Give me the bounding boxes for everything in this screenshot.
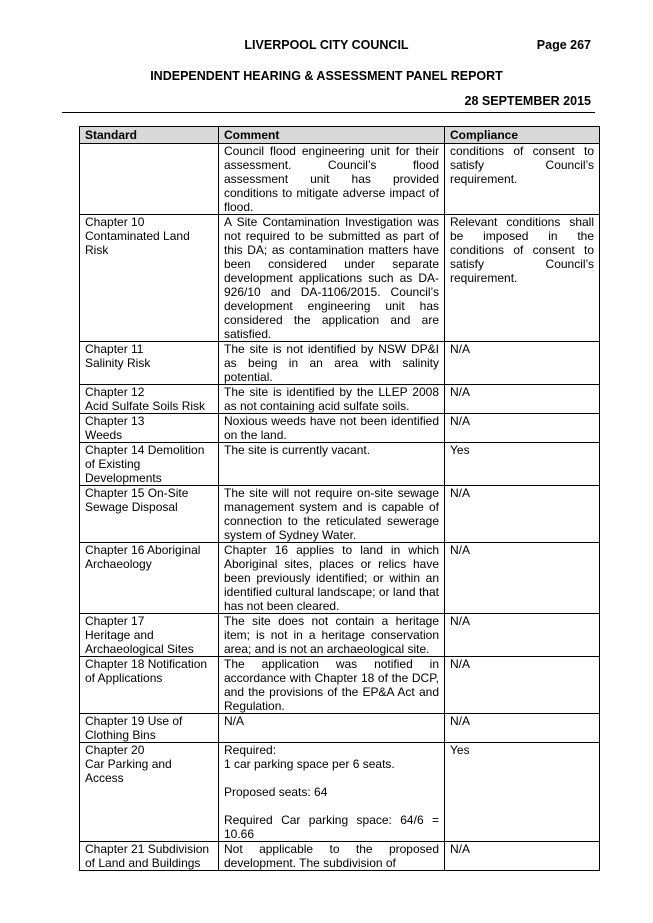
comment-text: N/A: [224, 714, 245, 728]
cell-standard: [80, 486, 219, 543]
table-header-row: [80, 127, 600, 144]
comment-text: The site will not require on-site sewage management system and is capable of connection to the reticulated sewerage system of Sydney Water.: [224, 486, 439, 542]
table-body: [80, 144, 600, 871]
cell-comment: [219, 443, 445, 486]
standard-text: Chapter 17: [85, 614, 145, 628]
comment-text: Chapter 16 applies to land in which Aboriginal sites, places or relics have been previously identified; or within an identified cultural landscape; or land that has not been cleared.: [224, 543, 439, 613]
cell-comment: [219, 614, 445, 657]
standard-text: Chapter 20: [85, 743, 145, 757]
page-number: Page 267: [536, 38, 591, 52]
cell-standard: [80, 714, 219, 743]
cell-comment: [219, 743, 445, 842]
cell-comment: [219, 215, 445, 342]
cell-standard: [80, 342, 219, 385]
cell-comment: [219, 342, 445, 385]
header-rule: [62, 112, 595, 113]
table-row: [80, 614, 600, 657]
compliance-text: N/A: [450, 614, 471, 628]
standard-text: Acid Sulfate Soils Risk: [85, 399, 206, 413]
compliance-text: Yes: [450, 443, 470, 457]
compliance-text: N/A: [450, 486, 471, 500]
compliance-text: N/A: [450, 714, 471, 728]
cell-standard: [80, 743, 219, 842]
cell-compliance: [445, 144, 600, 215]
comment-text: Not applicable to the proposed development. The subdivision of: [224, 842, 439, 870]
comment-text: Required Car parking space: 64/6 = 10.66: [224, 813, 439, 841]
standard-text: Salinity Risk: [85, 356, 151, 370]
column-header-compliance: Compliance: [445, 127, 600, 144]
column-header-comment: Comment: [219, 127, 445, 144]
standard-text: Chapter 19 Use of Clothing Bins: [85, 714, 183, 742]
table-row: [80, 144, 600, 215]
cell-comment: [219, 385, 445, 414]
table-row: [80, 842, 600, 871]
comment-text: The site is not identified by NSW DP&I as being in an area with salinity potential.: [224, 342, 439, 384]
standard-text: Chapter 11: [85, 342, 144, 356]
table-row: [80, 714, 600, 743]
standard-text: Chapter 15 On-Site Sewage Disposal: [85, 486, 189, 514]
standard-text: Car Parking and Access: [85, 757, 172, 785]
compliance-text: conditions of consent to satisfy Council’s requirement.: [450, 144, 594, 186]
cell-standard: [80, 385, 219, 414]
cell-compliance: [445, 215, 600, 342]
compliance-text: N/A: [450, 842, 471, 856]
cell-compliance: [445, 543, 600, 614]
comment-text: The site does not contain a heritage item; is not in a heritage conservation area; and is not an archaeological site.: [224, 614, 439, 656]
standards-table: [79, 126, 600, 871]
cell-standard: [80, 215, 219, 342]
compliance-text: N/A: [450, 543, 471, 557]
column-header-standard: Standard: [80, 127, 219, 144]
comment-text: Council flood engineering unit for their assessment. Council’s flood assessment unit has provided conditions to mitigate adverse impact of flood.: [224, 144, 439, 214]
compliance-text: Yes: [450, 743, 470, 757]
cell-compliance: [445, 443, 600, 486]
compliance-text: N/A: [450, 385, 471, 399]
cell-compliance: [445, 842, 600, 871]
comment-text: The application was notified in accordance with Chapter 18 of the DCP, and the provisions of the EP&A Act and Regulation.: [224, 657, 439, 713]
table-row: [80, 385, 600, 414]
cell-comment: [219, 842, 445, 871]
cell-comment: [219, 486, 445, 543]
standard-text: Chapter 21 Subdivision of Land and Buildings: [85, 842, 210, 870]
cell-compliance: [445, 486, 600, 543]
standard-text: Heritage and Archaeological Sites: [85, 628, 194, 656]
cell-comment: [219, 714, 445, 743]
standard-text: Chapter 14 Demolition of Existing Developments: [85, 443, 205, 485]
cell-standard: [80, 144, 219, 215]
cell-standard: [80, 657, 219, 714]
comment-text: A Site Contamination Investigation was not required to be submitted as part of this DA; as contamination matters have been considered under separate development applications such as DA-926/10 and DA-1106/2015. Council’s development engineering unit has considered the application and are satisfied.: [224, 215, 439, 341]
comment-text: Required:: [224, 743, 277, 757]
compliance-text: N/A: [450, 414, 471, 428]
cell-standard: [80, 614, 219, 657]
comment-text: The site is identified by the LLEP 2008 as not containing acid sulfate soils.: [224, 385, 439, 413]
compliance-text: N/A: [450, 342, 471, 356]
cell-compliance: [445, 743, 600, 842]
comment-text: The site is currently vacant.: [224, 443, 371, 457]
blank-line: [224, 771, 439, 785]
standard-text: Contaminated Land Risk: [85, 229, 190, 257]
cell-standard: [80, 414, 219, 443]
cell-compliance: [445, 614, 600, 657]
table-row: [80, 543, 600, 614]
cell-standard: [80, 842, 219, 871]
standard-text: Weeds: [85, 428, 123, 442]
cell-standard: [80, 443, 219, 486]
cell-compliance: [445, 342, 600, 385]
table-row: [80, 342, 600, 385]
cell-standard: [80, 543, 219, 614]
comment-text: 1 car parking space per 6 seats.: [224, 757, 395, 771]
cell-comment: [219, 414, 445, 443]
table-row: [80, 486, 600, 543]
table-row: [80, 215, 600, 342]
cell-compliance: [445, 714, 600, 743]
table-row: [80, 414, 600, 443]
compliance-text: Relevant conditions shall be imposed in the conditions of consent to satisfy Council’s requirement.: [450, 215, 594, 285]
table-row: [80, 743, 600, 842]
report-title: INDEPENDENT HEARING & ASSESSMENT PANEL REPORT: [150, 69, 503, 83]
council-name: LIVERPOOL CITY COUNCIL: [244, 38, 409, 52]
cell-compliance: [445, 385, 600, 414]
cell-comment: [219, 657, 445, 714]
standard-text: Chapter 18 Notification of Applications: [85, 657, 208, 685]
standard-text: Chapter 16 Aboriginal Archaeology: [85, 543, 201, 571]
blank-line: [224, 799, 439, 813]
cell-comment: [219, 144, 445, 215]
standard-text: Chapter 12: [85, 385, 145, 399]
comment-text: Noxious weeds have not been identified on the land.: [224, 414, 439, 442]
compliance-text: N/A: [450, 657, 471, 671]
standard-text: Chapter 10: [85, 215, 145, 229]
cell-comment: [219, 543, 445, 614]
standard-text: Chapter 13: [85, 414, 145, 428]
cell-compliance: [445, 657, 600, 714]
cell-compliance: [445, 414, 600, 443]
table-row: [80, 443, 600, 486]
report-date: 28 SEPTEMBER 2015: [464, 94, 591, 108]
table-row: [80, 657, 600, 714]
comment-text: Proposed seats: 64: [224, 785, 328, 799]
